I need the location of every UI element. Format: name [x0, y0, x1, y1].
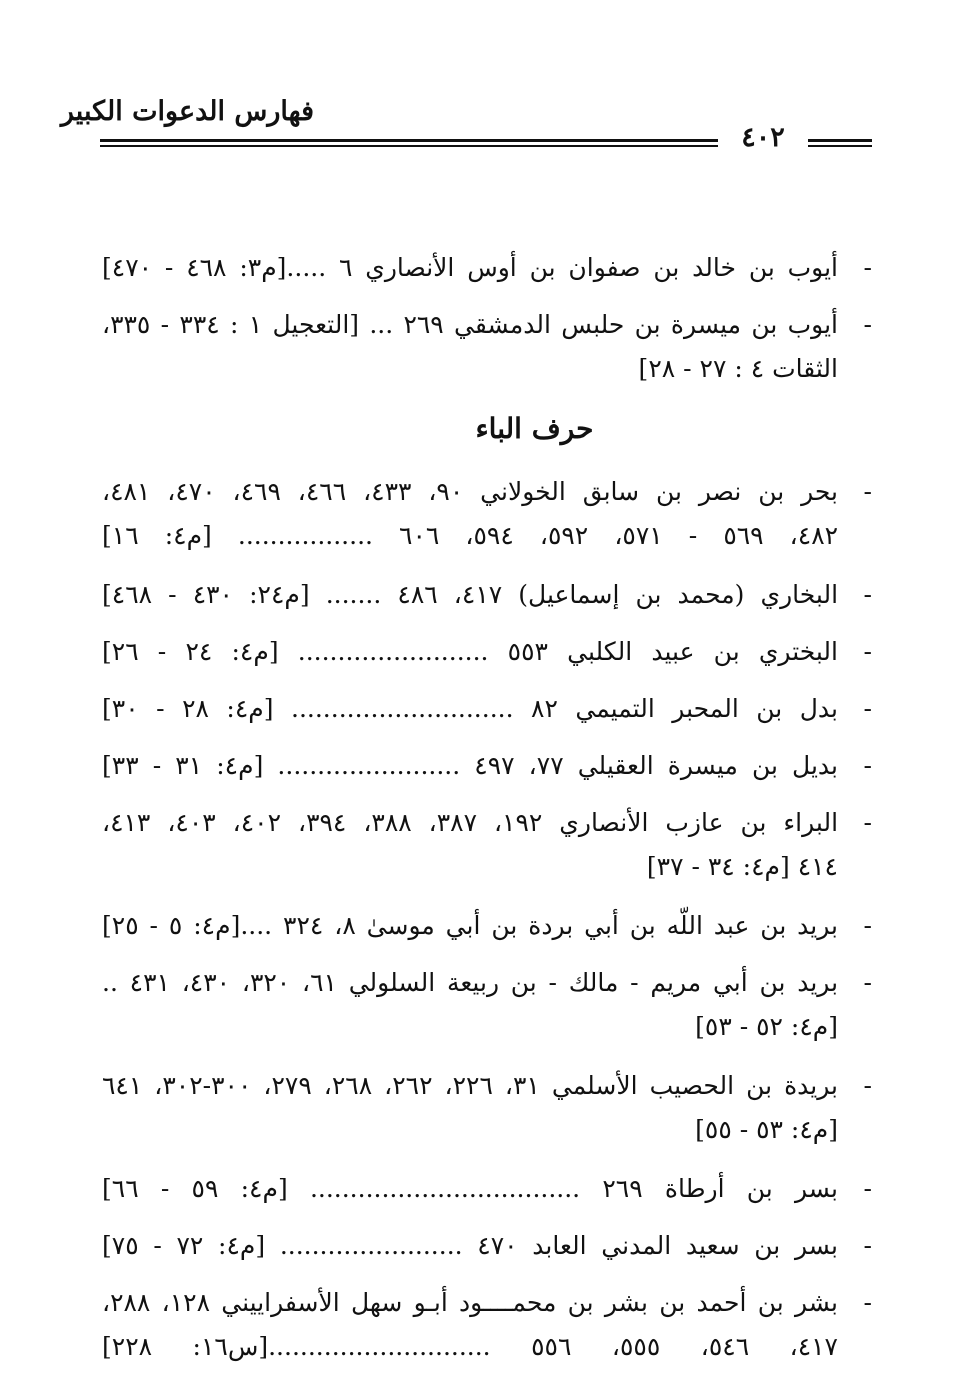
index-entry: [102, 1224, 872, 1262]
entry-line: بريد بن أبي مريم - مالك - بن ربيعة السلولي ٦١، ٣٢٠، ٤٣٠، ٤٣١ ..: [102, 968, 839, 997]
entry-line: البراء بن عازب الأنصاري ١٩٢، ٣٨٧، ٣٨٨، ٣٩٤، ٤٠٢، ٤٠٣، ٤١٣،: [102, 808, 839, 837]
entry-dash: -: [863, 1231, 872, 1260]
entry-line: بشر بن أحمد بن بشر بن محمــــود أبـو سهل الأسفراييني ١٢٨، ٢٨٨،: [102, 1288, 839, 1317]
index-entry: [102, 630, 872, 668]
index-entry: [102, 744, 872, 782]
index-entry: [102, 904, 872, 942]
entry-dash: -: [863, 1071, 872, 1100]
entry-dash: -: [863, 1174, 872, 1203]
entry-dash: -: [863, 310, 872, 339]
index-entry: [102, 1064, 872, 1148]
entry-dash: -: [863, 637, 872, 666]
entry-line: بسر بن أرطاة ٢٦٩ .................................. [م٤: ٥٩ - ٦٦]: [102, 1174, 839, 1203]
running-title: فهارس الدعوات الكبير: [60, 96, 314, 127]
header-rule-thick: [100, 139, 718, 142]
entry-dash: -: [863, 808, 872, 837]
index-entry: [102, 1167, 872, 1205]
entry-line: بدل بن المحبر التميمي ٨٢ ............................ [م٤: ٢٨ - ٣٠]: [102, 694, 838, 723]
entry-dash: -: [863, 477, 872, 506]
index-entry: [102, 961, 872, 1045]
page-number-rule-thin: [808, 145, 872, 147]
index-entry: [102, 470, 872, 554]
entry-line: بريد بن عبد اللّه بن أبي بردة بن أبي موسىٰ ٨، ٣٢٤ ....[م٤: ٥ - ٢٥]: [102, 911, 839, 940]
entry-line: البخاري (محمد بن إسماعيل) ٤١٧، ٤٨٦ ....... [م٢٤: ٤٣٠ - ٤٦٨]: [102, 580, 839, 609]
entry-line-continuation: ٤١٧، ٥٤٦، ٥٥٥، ٥٥٦ ............................[س١٦: ٢٢٨]: [102, 1332, 838, 1361]
entry-dash: -: [863, 253, 872, 282]
index-entry: [102, 573, 872, 611]
entry-line: بديل بن ميسرة العقيلي ٧٧، ٤٩٧ ....................... [م٤: ٣١ - ٣٣]: [102, 751, 839, 780]
index-entry: [102, 1281, 872, 1365]
entry-line-continuation: [م٤: ٥٢ - ٥٣]: [695, 1012, 838, 1041]
entry-line-continuation: [م٤: ٥٣ - ٥٥]: [695, 1115, 838, 1144]
section-heading: حرف الباء: [475, 412, 594, 445]
index-entry: [102, 303, 872, 387]
entry-dash: -: [863, 751, 872, 780]
index-entries: [102, 246, 872, 1384]
entry-dash: -: [863, 580, 872, 609]
entry-dash: -: [863, 1288, 872, 1317]
header-rule-thin: [100, 145, 718, 147]
entry-dash: -: [863, 911, 872, 940]
entry-line: بريدة بن الحصيب الأسلمي ٣١، ٢٢٦، ٢٦٢، ٢٦٨، ٢٧٩، ٣٠٠-٣٠٢، ٦٤١: [102, 1071, 839, 1100]
page-number: ٤٠٢: [741, 122, 785, 153]
index-entry: [102, 801, 872, 885]
entry-line-continuation: ٤١٤ [م٤: ٣٤ - ٣٧]: [646, 852, 838, 881]
entry-line: أيوب بن ميسرة بن حلبس الدمشقي ٢٦٩ ... [التعجيل ١ : ٣٣٤ - ٣٣٥،: [102, 310, 838, 339]
entry-line-continuation: الثقات ٤ : ٢٧ - ٢٨]: [638, 354, 838, 383]
entry-line-continuation: ٤٨٢، ٥٦٩ - ٥٧١، ٥٩٢، ٥٩٤، ٦٠٦ ................. [م٤: ١٦]: [102, 521, 839, 550]
entry-line: بحر بن نصر بن سابق الخولاني ٩٠، ٤٣٣، ٤٦٦، ٤٦٩، ٤٧٠، ٤٨١،: [102, 477, 838, 506]
entry-line: البختري بن عبيد الكلبي ٥٥٣ ........................ [م٤: ٢٤ - ٢٦]: [102, 637, 838, 666]
entry-line: أيوب بن خالد بن صفوان بن أوس الأنصاري ٦ .....[م٣: ٤٦٨ - ٤٧٠]: [102, 253, 838, 282]
page-number-rule-thick: [808, 139, 872, 142]
index-entry: [102, 246, 872, 284]
entry-line: بسر بن سعيد المدني العابد ٤٧٠ ....................... [م٤: ٧٢ - ٧٥]: [102, 1231, 839, 1260]
entry-dash: -: [863, 968, 872, 997]
index-entry: [102, 687, 872, 725]
entry-dash: -: [863, 694, 872, 723]
